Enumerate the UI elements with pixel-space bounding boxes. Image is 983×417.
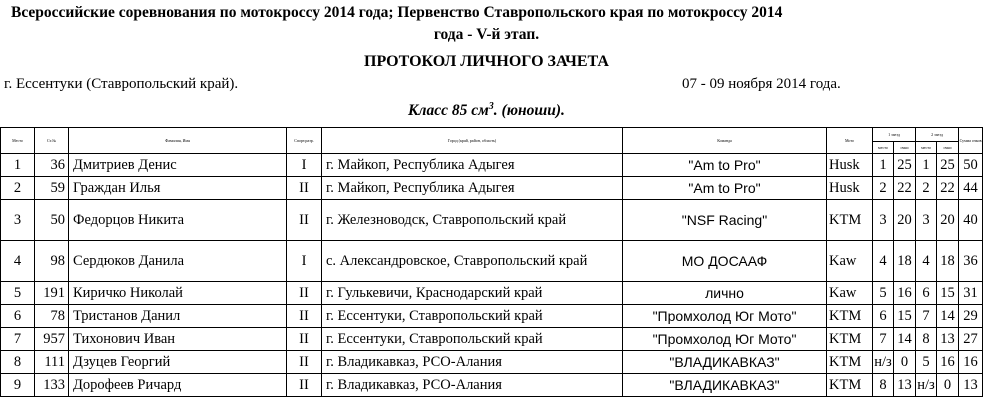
- col-race2: 2 заезд: [916, 128, 959, 142]
- cell-name: Киричко Николай: [69, 282, 287, 305]
- cell-rank: I: [287, 154, 322, 177]
- cell-r1-place: 4: [873, 241, 894, 282]
- cell-team: "NSF Racing": [623, 200, 827, 241]
- cell-moto: Husk: [827, 154, 873, 177]
- cell-r2-place: 3: [916, 200, 937, 241]
- cell-rank: II: [287, 351, 322, 374]
- cell-total: 31: [959, 282, 983, 305]
- cell-r1-points: 25: [894, 154, 916, 177]
- class-title-tail: . (юноши).: [493, 102, 565, 120]
- cell-city: г. Железноводск, Ставропольский край: [322, 200, 623, 241]
- cell-r2-place: н/з: [916, 374, 937, 397]
- cell-rank: II: [287, 177, 322, 200]
- cell-city: г. Ессентуки, Ставропольский край: [322, 305, 623, 328]
- cell-r2-place: 7: [916, 305, 937, 328]
- table-row: [1, 328, 983, 351]
- cell-r2-place: 6: [916, 282, 937, 305]
- col-total: Сумма очков: [959, 128, 983, 154]
- cell-r2-points: 14: [937, 305, 959, 328]
- cell-r2-points: 16: [937, 351, 959, 374]
- table-row: [1, 351, 983, 374]
- event-dates: 07 - 09 ноября 2014 года.: [682, 76, 841, 92]
- cell-number: 78: [35, 305, 69, 328]
- col-race2-place: место: [916, 142, 937, 154]
- cell-number: 59: [35, 177, 69, 200]
- col-race1-place: место: [873, 142, 894, 154]
- cell-city: г. Ессентуки, Ставропольский край: [322, 328, 623, 351]
- cell-rank: I: [287, 241, 322, 282]
- cell-name: Дмитриев Денис: [69, 154, 287, 177]
- cell-rank: II: [287, 282, 322, 305]
- cell-total: 13: [959, 374, 983, 397]
- cell-r1-points: 0: [894, 351, 916, 374]
- cell-city: г. Гулькевичи, Краснодарский край: [322, 282, 623, 305]
- cell-place: 5: [1, 282, 35, 305]
- cell-name: Сердюков Данила: [69, 241, 287, 282]
- cell-place: 6: [1, 305, 35, 328]
- cell-number: 957: [35, 328, 69, 351]
- cell-r1-points: 13: [894, 374, 916, 397]
- cell-total: 16: [959, 351, 983, 374]
- cell-city: г. Майкоп, Республика Адыгея: [322, 154, 623, 177]
- protocol-title: ПРОТОКОЛ ЛИЧНОГО ЗАЧЕТА: [364, 53, 609, 70]
- cell-r2-points: 13: [937, 328, 959, 351]
- cell-number: 50: [35, 200, 69, 241]
- cell-total: 50: [959, 154, 983, 177]
- cell-name: Граждан Илья: [69, 177, 287, 200]
- col-name: Фамилия, Имя: [69, 128, 287, 154]
- cell-total: 36: [959, 241, 983, 282]
- cell-moto: KTM: [827, 305, 873, 328]
- col-moto: Мото: [827, 128, 873, 154]
- cell-team: "Am to Pro": [623, 154, 827, 177]
- cell-rank: II: [287, 305, 322, 328]
- cell-team: "Am to Pro": [623, 177, 827, 200]
- title-line-2: года - V-й этап.: [433, 26, 540, 43]
- title-line-1: Всероссийские соревнования по мотокроссу 2014 года; Первенство Ставропольского края по мотокроссу 2014: [11, 4, 783, 21]
- cell-team: МО ДОСААФ: [623, 241, 827, 282]
- cell-r1-place: 7: [873, 328, 894, 351]
- class-title: [0, 101, 973, 120]
- cell-r2-points: 15: [937, 282, 959, 305]
- cell-r1-place: 6: [873, 305, 894, 328]
- col-rank: Спорт.разр.: [287, 128, 322, 154]
- cell-team: лично: [623, 282, 827, 305]
- cell-moto: Kaw: [827, 241, 873, 282]
- cell-name: Тристанов Данил: [69, 305, 287, 328]
- table-row: [1, 241, 983, 282]
- cell-r1-points: 16: [894, 282, 916, 305]
- cell-number: 111: [35, 351, 69, 374]
- cell-r2-points: 22: [937, 177, 959, 200]
- event-place: г. Ессентуки (Ставропольский край).: [4, 76, 239, 92]
- cell-total: 29: [959, 305, 983, 328]
- cell-place: 7: [1, 328, 35, 351]
- cell-r1-place: 8: [873, 374, 894, 397]
- table-row: [1, 200, 983, 241]
- table-row: [1, 177, 983, 200]
- cell-moto: Husk: [827, 177, 873, 200]
- cell-rank: II: [287, 374, 322, 397]
- cell-total: 27: [959, 328, 983, 351]
- cell-name: Федорцов Никита: [69, 200, 287, 241]
- col-race2-points: очки: [937, 142, 959, 154]
- col-city: Город (край, район, область): [322, 128, 623, 154]
- cell-name: Дорофеев Ричард: [69, 374, 287, 397]
- class-title-main: Класс 85 см: [408, 102, 489, 120]
- cell-number: 191: [35, 282, 69, 305]
- table-row: [1, 282, 983, 305]
- cell-r2-points: 20: [937, 200, 959, 241]
- cell-r1-points: 14: [894, 328, 916, 351]
- cell-team: "ВЛАДИКАВКАЗ": [623, 351, 827, 374]
- cell-r1-points: 20: [894, 200, 916, 241]
- cell-r1-place: 1: [873, 154, 894, 177]
- cell-moto: Kaw: [827, 282, 873, 305]
- cell-rank: II: [287, 200, 322, 241]
- table-row: [1, 154, 983, 177]
- cell-city: г. Владикавказ, РСО-Алания: [322, 374, 623, 397]
- cell-team: "Промхолод Юг Мото": [623, 305, 827, 328]
- table-row: [1, 305, 983, 328]
- cell-moto: KTM: [827, 328, 873, 351]
- cell-r1-place: н/з: [873, 351, 894, 374]
- cell-moto: KTM: [827, 374, 873, 397]
- cell-city: г. Майкоп, Республика Адыгея: [322, 177, 623, 200]
- cell-r1-points: 22: [894, 177, 916, 200]
- cell-moto: KTM: [827, 200, 873, 241]
- cell-name: Дзуцев Георгий: [69, 351, 287, 374]
- col-number: Ст.№: [35, 128, 69, 154]
- cell-r2-place: 1: [916, 154, 937, 177]
- cell-r2-points: 25: [937, 154, 959, 177]
- col-race1: 1 заезд: [873, 128, 916, 142]
- cell-moto: KTM: [827, 351, 873, 374]
- cell-name: Тихонович Иван: [69, 328, 287, 351]
- cell-place: 9: [1, 374, 35, 397]
- cell-place: 2: [1, 177, 35, 200]
- cell-total: 44: [959, 177, 983, 200]
- cell-city: с. Александровское, Ставропольский край: [322, 241, 623, 282]
- results-table: [0, 127, 983, 397]
- cell-place: 4: [1, 241, 35, 282]
- cell-place: 1: [1, 154, 35, 177]
- table-row: [1, 374, 983, 397]
- col-race1-points: очки: [894, 142, 916, 154]
- cell-rank: II: [287, 328, 322, 351]
- cell-team: "Промхолод Юг Мото": [623, 328, 827, 351]
- cell-total: 40: [959, 200, 983, 241]
- cell-r2-points: 0: [937, 374, 959, 397]
- cell-r2-points: 18: [937, 241, 959, 282]
- cell-number: 98: [35, 241, 69, 282]
- cell-r1-place: 5: [873, 282, 894, 305]
- col-place: Место: [1, 128, 35, 154]
- col-team: Команда: [623, 128, 827, 154]
- cell-r2-place: 2: [916, 177, 937, 200]
- cell-number: 133: [35, 374, 69, 397]
- cell-r1-points: 15: [894, 305, 916, 328]
- cell-number: 36: [35, 154, 69, 177]
- cell-r2-place: 4: [916, 241, 937, 282]
- cell-team: "ВЛАДИКАВКАЗ": [623, 374, 827, 397]
- class-title-sup: 3: [488, 101, 494, 112]
- cell-place: 8: [1, 351, 35, 374]
- cell-r1-place: 3: [873, 200, 894, 241]
- cell-r1-points: 18: [894, 241, 916, 282]
- cell-city: г. Владикавказ, РСО-Алания: [322, 351, 623, 374]
- cell-place: 3: [1, 200, 35, 241]
- cell-r2-place: 5: [916, 351, 937, 374]
- cell-r1-place: 2: [873, 177, 894, 200]
- cell-r2-place: 8: [916, 328, 937, 351]
